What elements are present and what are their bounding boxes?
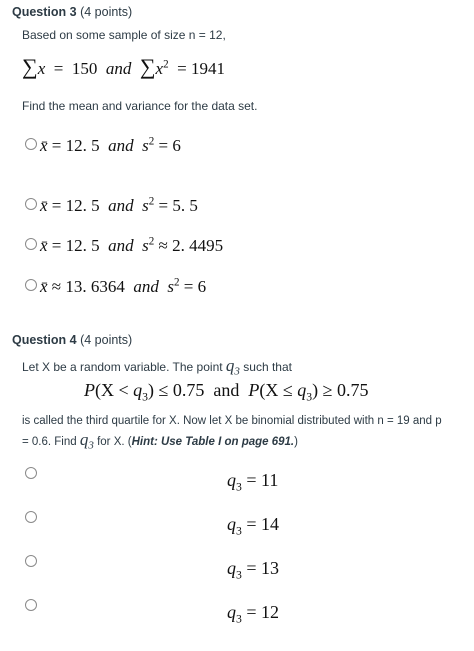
q4-option-1-radio[interactable]	[25, 467, 37, 479]
q4-option-1[interactable]: $q_3 = 11$	[227, 470, 279, 494]
question-3-given-formula: ∑x = 150 and $\sum x^2 = 1941$	[22, 54, 225, 79]
q4-option-4[interactable]: $q_3 = 12$	[227, 602, 279, 626]
q3-option-4-radio[interactable]	[25, 279, 37, 291]
question-4-formula: $P(X < q_3) \le 0.75$ and $P(X \le q_3) \ge 0.75$	[84, 380, 369, 404]
question-3-prompt: Find the mean and variance for the data set.	[22, 99, 258, 113]
question-4-text-line-2: = 0.6. Find $q_3$ for X. (Hint: Use Table I on page 691.)	[22, 430, 298, 452]
sum-symbol: ∑	[139, 54, 156, 79]
question-3-header	[12, 5, 132, 19]
question-3-intro: Based on some sample of size n = 12,	[22, 28, 226, 42]
q4-option-2[interactable]: $q_3 = 14$	[227, 514, 279, 538]
q3-option-1-radio[interactable]	[25, 138, 37, 150]
question-4-points: (4 points)	[80, 333, 133, 347]
q3-option-2-radio[interactable]	[25, 198, 37, 210]
q4-option-4-radio[interactable]	[25, 599, 37, 611]
hint-text: Hint: Use Table I on page 691.	[131, 436, 295, 448]
q3-option-2[interactable]: x̄ = 12. 5 and $s^2 = 5$. 5	[40, 195, 198, 215]
question-3-points: (4 points)	[80, 5, 133, 19]
question-4-header	[12, 333, 132, 347]
question-4-intro: Let X be a random variable. The point $q_3$ such that	[22, 356, 292, 378]
question-4-title: Question 4	[12, 333, 77, 347]
q4-option-3-radio[interactable]	[25, 555, 37, 567]
q3-option-3-radio[interactable]	[25, 238, 37, 250]
q3-option-3[interactable]: x̄ = 12. 5 and $s^2 \approx 2$. 4495	[40, 235, 224, 255]
question-4-text-line-1: is called the third quartile for X. Now let X be binomial distributed with n = 19 and p	[22, 415, 442, 427]
q4-option-3[interactable]: $q_3 = 13$	[227, 558, 279, 582]
question-3-title: Question 3	[12, 5, 77, 19]
q3-option-1[interactable]: x̄ = 12. 5 and $s^2 = 6$	[40, 135, 181, 155]
q3-option-4[interactable]: x̄ ≈ 13. 6364 and $s^2 = 6$	[40, 276, 207, 296]
q4-option-2-radio[interactable]	[25, 511, 37, 523]
sum-symbol: ∑	[22, 54, 38, 79]
